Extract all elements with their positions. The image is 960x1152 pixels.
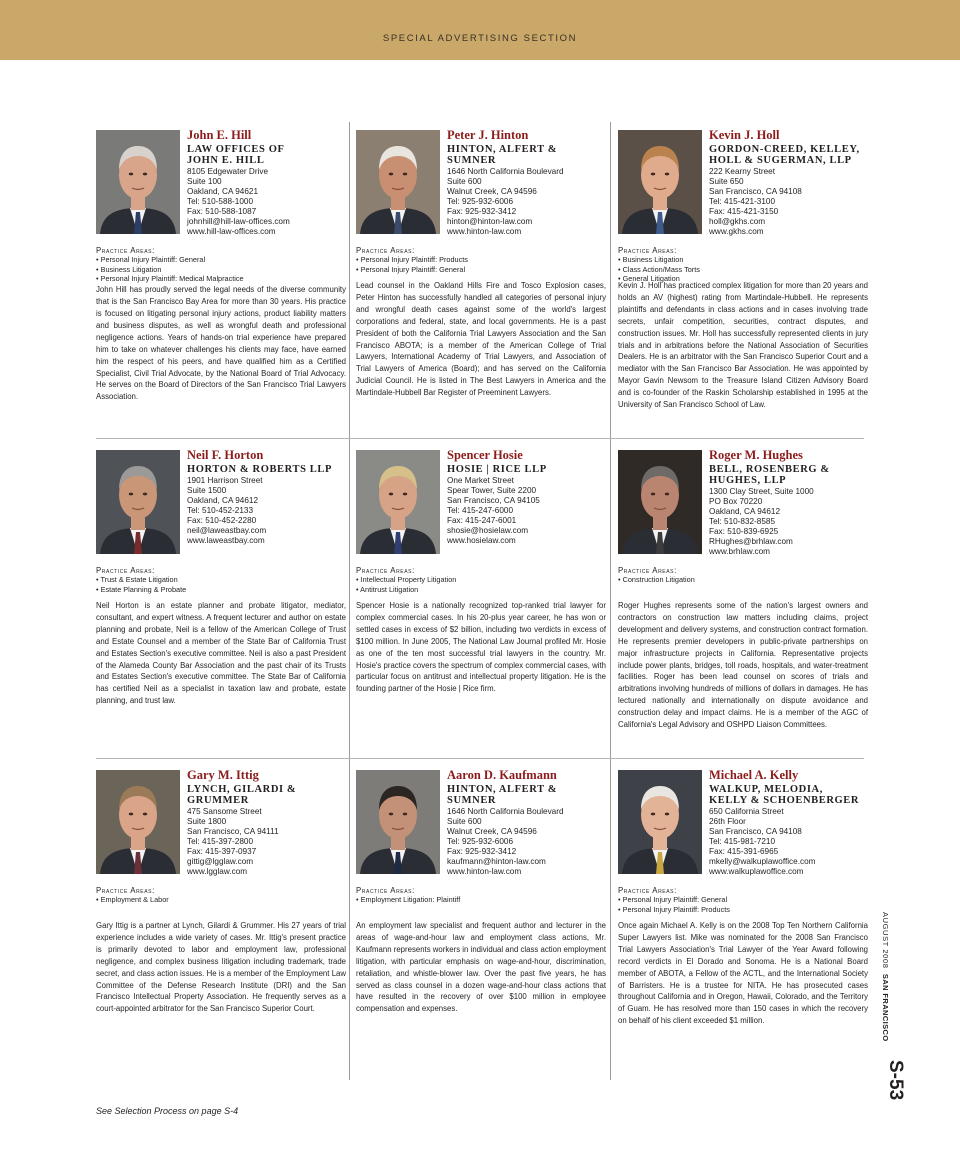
attorney-info xyxy=(187,769,349,877)
practice-areas xyxy=(96,246,346,284)
contact-line: Oakland, CA 94612 xyxy=(187,496,259,505)
attorney-name: Roger M. Hughes xyxy=(709,448,803,462)
firm-name xyxy=(447,464,609,475)
contact-line: Suite 100 xyxy=(187,177,222,186)
contact-line: Fax: 415-391-6965 xyxy=(709,847,779,856)
selection-process-note: See Selection Process on page S-4 xyxy=(96,1106,239,1116)
practice-area-item: • Employment & Labor xyxy=(96,895,169,905)
attorney-bio: An employment law specialist and frequent author and lecturer in the areas of wage-and-hour law and employment class actions, Mr. Kaufmann represents workers in individual and class action employment litigation, with particular emphasis on wage-and-hour, discrimination, retaliation, and whistle-blower law. Over the past five years, he has served as class counsel in a dozen wage-and-hour class actions that have resulted in the recovery of over $100 million in employee compensation and expenses. xyxy=(356,921,606,1014)
contact-line: 1646 North California Boulevard xyxy=(447,807,564,816)
practice-area-item: • Intellectual Property Litigation xyxy=(356,575,457,585)
attorney-photo xyxy=(96,770,180,874)
practice-area-item: • Business Litigation xyxy=(96,264,162,274)
contact-line: Fax: 415-397-0937 xyxy=(187,847,257,856)
attorney-photo xyxy=(356,450,440,554)
attorney-info xyxy=(709,449,871,557)
attorney-info xyxy=(187,449,349,546)
contact-line: Tel: 925-932-6006 xyxy=(447,837,514,846)
contact-line: Fax: 510-839-6925 xyxy=(709,527,779,536)
attorney-profile xyxy=(96,762,346,1072)
practice-area-item: • Personal Injury Plaintiff: General xyxy=(96,255,206,265)
website-link[interactable]: www.walkuplawoffice.com xyxy=(709,867,804,876)
row-divider xyxy=(96,438,864,439)
attorney-bio: Spencer Hosie is a nationally recognized top-ranked trial lawyer for complex commercial cases. In his 20-plus year career, he has won or settled cases in excess of $2 billion, including two verdicts in excess of $100 million. In June 2005, The National Law Journal profiled Mr. Hosie as one of the ten most successful trial lawyers in the country. Mr. Hosie's practice covers the spectrum of complex commercial cases, with particular focus on antitrust and intellectual property litigation. He is the founding partner of the Hosie | Rice firm. xyxy=(356,601,606,694)
practice-areas xyxy=(618,886,868,914)
contact-details xyxy=(709,167,871,237)
attorney-name: Gary M. Ittig xyxy=(187,768,259,782)
contact-line: Tel: 415-421-3100 xyxy=(709,197,776,206)
contact-line: One Market Street xyxy=(447,476,514,485)
contact-line: Tel: 415-981-7210 xyxy=(709,837,776,846)
attorney-profile xyxy=(356,442,606,752)
email-link[interactable]: johnhill@hill-law-offices.com xyxy=(187,217,290,226)
attorney-name: Michael A. Kelly xyxy=(709,768,799,782)
practice-area-item: • Antitrust Litigation xyxy=(356,584,419,594)
firm-name-line: KELLY & SCHOENBERGER xyxy=(709,795,860,806)
contact-line: Suite 600 xyxy=(447,177,482,186)
contact-line: San Francisco, CA 94111 xyxy=(187,827,279,836)
practice-areas-label: Practice Areas: xyxy=(356,246,415,255)
attorney-bio: Neil Horton is an estate planner and probate litigator, mediator, consultant, and expert witness. A frequent lecturer and author on estate planning and probate, Neil is a fellow of the American College of Trust and Estate Counsel and a member of the State Bar of California Trust and Estates Section's executive committee. Neil is also a past President of the Alameda County Bar Association and the past chair of its Trusts and Estates Section's executive committee. The State Bar of California has certified Neil as a specialist in taxation law and probate, estate planning, and trust law. xyxy=(96,601,346,706)
firm-name-line: JOHN E. HILL xyxy=(187,155,265,166)
attorney-bio: Roger Hughes represents some of the nation's largest owners and contractors on construction law matters including claims, project development and delivery systems, and construction contract formation. He represents premier developers in public-private partnerships on major infrastructure projects in California. Representative projects include power plants, bridges, toll roads, hospitals, and water-treatment facilities. Roger has been lead counsel on scores of trials and arbitrations involving hundreds of millions of dollars in damages. He has lectured nationally and internationally on dispute avoidance and construction delay and impact claims. He is a member of the AGC of California's Legal Advisory and OSHPD Liaison Committees. xyxy=(618,601,868,730)
attorney-profile xyxy=(356,762,606,1072)
magazine-name: SAN FRANCISCO xyxy=(881,973,890,1042)
firm-name-line: LAW OFFICES OF xyxy=(187,144,285,155)
website-link[interactable]: www.hosielaw.com xyxy=(447,536,516,545)
contact-line: Walnut Creek, CA 94596 xyxy=(447,827,537,836)
contact-line: PO Box 70220 xyxy=(709,497,763,506)
attorney-profile xyxy=(356,122,606,432)
practice-areas xyxy=(618,566,868,585)
contact-line: Walnut Creek, CA 94596 xyxy=(447,187,537,196)
attorney-photo xyxy=(356,130,440,234)
column-divider xyxy=(610,122,611,1080)
contact-details xyxy=(447,476,609,546)
practice-area-item: • Personal Injury Plaintiff: General xyxy=(356,264,466,274)
firm-name xyxy=(709,144,871,166)
attorney-bio: Gary Ittig is a partner at Lynch, Gilardi & Grummer. His 27 years of trial experience includes a wide variety of cases. Mr. Ittig's present practice is primarily devoted to labor and employment law, professional negligence, and complex business litigation including trademark, trade secret, and class action issues. He is a member of the Employment Law Committee of the Defense Research Institute (DRI) and the San Francisco Intellectual Property Association. He frequently serves as a court-appointed arbitrator for the San Francisco Superior Court. xyxy=(96,921,346,1014)
practice-area-item: • Business Litigation xyxy=(618,255,684,265)
attorney-name: Aaron D. Kaufmann xyxy=(447,768,557,782)
contact-line: 475 Sansome Street xyxy=(187,807,262,816)
attorney-profile xyxy=(618,122,868,432)
practice-areas-label: Practice Areas: xyxy=(618,566,677,575)
firm-name xyxy=(709,784,871,806)
firm-name-line: HOSIE | RICE LLP xyxy=(447,464,547,475)
contact-line: 1300 Clay Street, Suite 1000 xyxy=(709,487,814,496)
practice-areas xyxy=(618,246,868,284)
practice-areas xyxy=(356,886,606,905)
practice-area-item: • Class Action/Mass Torts xyxy=(618,264,700,274)
practice-areas-label: Practice Areas: xyxy=(96,886,155,895)
firm-name-line: HINTON, ALFERT & xyxy=(447,784,558,795)
page-number: S-53 xyxy=(885,1060,906,1101)
firm-name-line: SUMNER xyxy=(447,795,497,806)
contact-line: Suite 600 xyxy=(447,817,482,826)
firm-name xyxy=(447,144,609,166)
firm-name-line: GRUMMER xyxy=(187,795,249,806)
contact-line: Fax: 510-588-1087 xyxy=(187,207,257,216)
attorney-info xyxy=(447,449,609,546)
firm-name-line: HINTON, ALFERT & xyxy=(447,144,558,155)
contact-line: Fax: 415-421-3150 xyxy=(709,207,779,216)
attorney-bio: Lead counsel in the Oakland Hills Fire and Tosco Explosion cases, Peter Hinton has successfully handled all categories of personal injury and wrongful death cases against some of the world's largest corporations and federal, state, and local governments. He is a past President of both the California Trial Lawyers Association and the San Francisco ABOTA; is a member of the American College of Trial Lawyers, International Academy of Trial Lawyers, and Association of Trial Lawyers of America (Board); and has served on the California Judicial Council. He is listed in The Best Lawyers in America and the Martindale-Hubbell Bar Register of Preeminent Lawyers. xyxy=(356,281,606,398)
practice-areas xyxy=(96,886,346,905)
practice-areas xyxy=(96,566,346,594)
contact-line: Tel: 925-932-6006 xyxy=(447,197,514,206)
contact-line: San Francisco, CA 94105 xyxy=(447,496,540,505)
website-link[interactable]: www.hinton-law.com xyxy=(447,867,522,876)
firm-name-line: HORTON & ROBERTS LLP xyxy=(187,464,332,475)
practice-area-item: • Personal Injury Plaintiff: General xyxy=(618,895,728,905)
practice-areas-label: Practice Areas: xyxy=(96,566,155,575)
firm-name-line: GORDON-CREED, KELLEY, xyxy=(709,144,860,155)
attorney-bio: Kevin J. Holl has practiced complex litigation for more than 20 years and holds an AV (highest) rating from Martindale-Hubbell. He represents plaintiffs and defendants in class actions and in cases involving trade secrets, unfair competition, securities, contract disputes, and construction issues. Mr. Holl has successfully represented clients in jury trials and in arbitrations before the National Association of Securities Dealers. He is an arbitrator with the San Francisco Superior Court and a mediator with the San Francisco Bar Association. He was appointed by Mayor Gavin Newsom to the Treasure Island Citizen Advisory Board and is co-founder of the Raskin Scholarship established in 1995 at the University of San Francisco School of Law. xyxy=(618,281,868,410)
firm-name-line: SUMNER xyxy=(447,155,497,166)
attorney-name: John E. Hill xyxy=(187,128,252,142)
attorney-name: Peter J. Hinton xyxy=(447,128,529,142)
contact-details xyxy=(447,807,609,877)
attorney-name: Spencer Hosie xyxy=(447,448,523,462)
attorney-info xyxy=(709,129,871,237)
attorney-info xyxy=(709,769,871,877)
email-link[interactable]: gittig@lgglaw.com xyxy=(187,857,254,866)
attorney-bio: Once again Michael A. Kelly is on the 2008 Top Ten Northern California Super Lawyers list. Mike was nominated for the 2008 San Francisco Trial Lawyers Association's Trial Lawyer of the Year Award following record verdicts in El Dorado and Sonoma. He is a National Board member of ABOTA, a Fellow of the ACTL, and the International Society of Barristers. He is a trustee for NITA. He has prosecuted cases throughout California and in Oregon, Hawaii, Colorado, and the Territory of Guam. He has resolved more than 150 cases in which the recovery on behalf of his client exceeded $1 million. xyxy=(618,921,868,1026)
contact-line: Fax: 510-452-2280 xyxy=(187,516,257,525)
contact-line: Oakland, CA 94612 xyxy=(709,507,781,516)
firm-name-line: HOLL & SUGERMAN, LLP xyxy=(709,155,852,166)
practice-areas-label: Practice Areas: xyxy=(356,566,415,575)
attorney-name: Kevin J. Holl xyxy=(709,128,780,142)
attorney-profile xyxy=(96,442,346,752)
practice-area-item: • Personal Injury Plaintiff: Medical Malpractice xyxy=(96,274,244,284)
contact-line: Tel: 510-832-8585 xyxy=(709,517,776,526)
contact-details xyxy=(709,807,871,877)
contact-line: Tel: 510-452-2133 xyxy=(187,506,254,515)
practice-areas-label: Practice Areas: xyxy=(618,886,677,895)
attorney-profile xyxy=(96,122,346,432)
attorney-photo xyxy=(96,130,180,234)
column-divider xyxy=(349,122,350,1080)
contact-line: Tel: 415-247-6000 xyxy=(447,506,514,515)
attorney-profile xyxy=(618,762,868,1072)
practice-areas-label: Practice Areas: xyxy=(96,246,155,255)
attorney-photo xyxy=(618,770,702,874)
firm-name xyxy=(709,464,871,486)
attorney-profile xyxy=(618,442,868,752)
contact-line: Tel: 415-397-2800 xyxy=(187,837,254,846)
attorney-photo xyxy=(356,770,440,874)
email-link[interactable]: RHughes@brhlaw.com xyxy=(709,537,793,546)
advertising-banner xyxy=(0,0,960,60)
contact-details xyxy=(187,476,349,546)
email-link[interactable]: kaufmann@hinton-law.com xyxy=(447,857,546,866)
practice-areas xyxy=(356,566,606,594)
contact-details xyxy=(187,807,349,877)
practice-areas-label: Practice Areas: xyxy=(356,886,415,895)
contact-details xyxy=(187,167,349,237)
contact-details xyxy=(709,487,871,557)
website-link[interactable]: www.gkhs.com xyxy=(709,227,764,236)
practice-areas xyxy=(356,246,606,274)
firm-name-line: WALKUP, MELODIA, xyxy=(709,784,823,795)
contact-line: Fax: 415-247-6001 xyxy=(447,516,517,525)
email-link[interactable]: holl@gkhs.com xyxy=(709,217,766,226)
contact-line: 1646 North California Boulevard xyxy=(447,167,564,176)
contact-line: Suite 1800 xyxy=(187,817,227,826)
contact-line: Tel: 510-588-1000 xyxy=(187,197,254,206)
attorney-name: Neil F. Horton xyxy=(187,448,264,462)
contact-line: San Francisco, CA 94108 xyxy=(709,827,802,836)
contact-line: Fax: 925-932-3412 xyxy=(447,847,517,856)
firm-name xyxy=(187,144,349,166)
email-link[interactable]: mkelly@walkuplawoffice.com xyxy=(709,857,816,866)
contact-line: 222 Kearny Street xyxy=(709,167,775,176)
contact-line: 26th Floor xyxy=(709,817,746,826)
website-link[interactable]: www.brhlaw.com xyxy=(709,547,770,556)
contact-line: Oakland, CA 94621 xyxy=(187,187,259,196)
contact-line: Suite 1500 xyxy=(187,486,227,495)
website-link[interactable]: www.hinton-law.com xyxy=(447,227,522,236)
email-link[interactable]: neil@laweastbay.com xyxy=(187,526,267,535)
firm-name-line: HUGHES, LLP xyxy=(709,475,787,486)
contact-line: San Francisco, CA 94108 xyxy=(709,187,802,196)
practice-area-item: • Personal Injury Plaintiff: Products xyxy=(618,904,730,914)
firm-name-line: LYNCH, GILARDI & xyxy=(187,784,297,795)
attorney-photo xyxy=(96,450,180,554)
practice-area-item: • Employment Litigation: Plaintiff xyxy=(356,895,461,905)
attorney-info xyxy=(447,129,609,237)
email-link[interactable]: shosie@hosielaw.com xyxy=(447,526,529,535)
row-divider xyxy=(96,758,864,759)
website-link[interactable]: www.lgglaw.com xyxy=(187,867,248,876)
attorney-info xyxy=(187,129,349,237)
banner-title: SPECIAL ADVERTISING SECTION xyxy=(382,33,578,44)
attorney-photo xyxy=(618,130,702,234)
contact-line: Suite 650 xyxy=(709,177,744,186)
contact-details xyxy=(447,167,609,237)
issue-date: AUGUST 2008 xyxy=(881,912,890,969)
contact-line: Fax: 925-932-3412 xyxy=(447,207,517,216)
practice-area-item: • Estate Planning & Probate xyxy=(96,584,187,594)
attorney-info xyxy=(447,769,609,877)
practice-area-item: • Trust & Estate Litigation xyxy=(96,575,178,585)
contact-line: 650 California Street xyxy=(709,807,784,816)
practice-area-item: • Construction Litigation xyxy=(618,575,695,585)
email-link[interactable]: hinton@hinton-law.com xyxy=(447,217,533,226)
firm-name xyxy=(187,784,349,806)
practice-areas-label: Practice Areas: xyxy=(618,246,677,255)
practice-area-item: • Personal Injury Plaintiff: Products xyxy=(356,255,468,265)
website-link[interactable]: www.laweastbay.com xyxy=(187,536,265,545)
contact-line: 8105 Edgewater Drive xyxy=(187,167,269,176)
attorney-photo xyxy=(618,450,702,554)
practice-area-item: • General Litigation xyxy=(618,274,680,284)
firm-name-line: BELL, ROSENBERG & xyxy=(709,464,830,475)
website-link[interactable]: www.hill-law-offices.com xyxy=(187,227,276,236)
attorney-bio: John Hill has proudly served the legal needs of the diverse community that is the San Francisco Bay Area for more than 30 years. His practice is focused on litigating personal injury actions, product liability matters and business disputes, as well as wrongful death and professional negligence actions. Years of hands-on trial experience have prepared him to take on whatever challenges his clients may face, have earned him the respect of his peers, and have qualified him as a Certified Specialist, Civil Trial Advocate, by the National Board of Trial Advocacy. He serves on the Board of Directors of the San Francisco Trial Lawyers Association. xyxy=(96,285,346,402)
firm-name xyxy=(447,784,609,806)
firm-name xyxy=(187,464,349,475)
contact-line: 1901 Harrison Street xyxy=(187,476,263,485)
contact-line: Spear Tower, Suite 2200 xyxy=(447,486,537,495)
